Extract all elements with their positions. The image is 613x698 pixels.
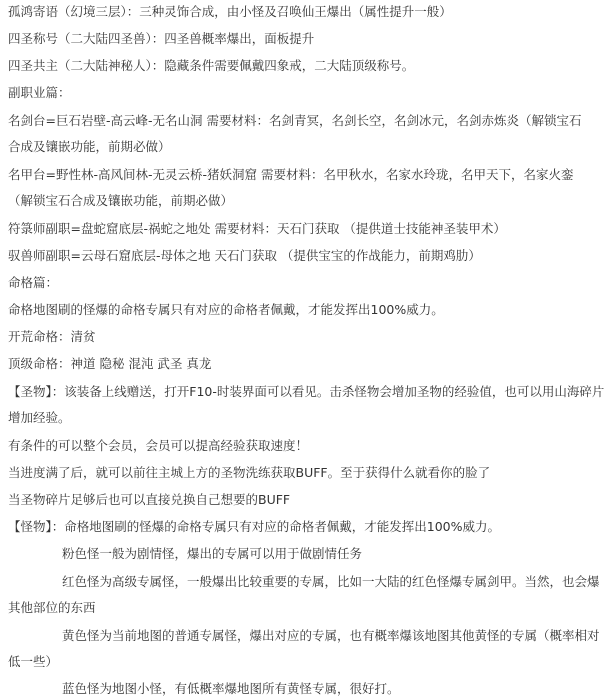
relic-description: 【圣物】：该装备上线赠送，打开F10-时装界面可以看见。击杀怪物会增加圣物的经验值，也可以用山海碎片	[8, 384, 605, 399]
section-heading-fate: 命格篇：	[8, 275, 59, 290]
title-line-guhong-jiyu: 孤鸿寄语（幻境三层）：三种灵饰合成，由小怪及召唤仙王爆出（属性提升一般）	[8, 4, 452, 19]
side-job-armor-platform-cont: （解锁宝石合成及镶嵌功能，前期必做）	[8, 193, 234, 208]
fate-top-tier: 顶级命格：神道 隐秘 混沌 武圣 真龙	[8, 356, 212, 371]
relic-membership: 有条件的可以整个会员，会员可以提高经验获取速度！	[8, 438, 309, 453]
title-line-sisheng-chenghao: 四圣称号（二大陆四圣兽）：四圣兽概率爆出，面板提升	[8, 31, 315, 46]
side-job-beast-tamer: 驭兽师副职=云母石窟底层-母体之地 天石门获取 （提供宝宝的作战能力，前期鸡肋）	[8, 248, 481, 263]
relic-shard-exchange: 当圣物碎片足够后也可以直接兑换自己想要的BUFF	[8, 492, 291, 507]
relic-description-cont: 增加经验。	[8, 410, 71, 425]
monster-blue: 蓝色怪为地图小怪，有低概率爆地图所有黄怪专属，很好打。	[62, 681, 400, 696]
monster-yellow-cont: 低一些）	[8, 654, 59, 669]
relic-buff-refine: 当进度满了后，就可以前往主城上方的圣物洗练获取BUFF。至于获得什么就看你的脸了	[8, 465, 491, 480]
fate-description: 命格地图刷的怪爆的命格专属只有对应的命格者佩戴，才能发挥出100%威力。	[8, 302, 444, 317]
side-job-sword-platform: 名剑台=巨石岩壁-高云峰-无名山洞 需要材料：名剑青冥，名剑长空，名剑冰元，名剑赤炼炎（解锁宝石	[8, 113, 582, 128]
monster-red-cont: 其他部位的东西	[8, 600, 96, 615]
monster-pink: 粉色怪一般为剧情怪，爆出的专属可以用于做剧情任务	[62, 546, 363, 561]
section-heading-side-jobs: 副职业篇：	[8, 85, 71, 100]
side-job-talisman-master: 符箓师副职=盘蛇窟底层-祸蛇之地处 需要材料：天石门获取 （提供道士技能神圣装甲术）	[8, 221, 506, 236]
monster-red: 红色怪为高级专属怪，一般爆出比较重要的专属，比如一大陆的红色怪爆专属剑甲。当然，也会爆	[62, 574, 600, 589]
side-job-sword-platform-cont: 合成及镶嵌功能，前期必做）	[8, 139, 171, 154]
monster-description: 【怪物】：命格地图刷的怪爆的命格专属只有对应的命格者佩戴，才能发挥出100%威力。	[8, 519, 500, 534]
side-job-armor-platform: 名甲台=野性林-高风间林-无灵云桥-猪妖洞窟 需要材料：名甲秋水，名家水玲珑，名甲天下，名家火銮	[8, 167, 574, 182]
fate-starter: 开荒命格：清贫	[8, 329, 96, 344]
monster-yellow: 黄色怪为当前地图的普通专属怪，爆出对应的专属，也有概率爆该地图其他黄怪的专属（概率相对	[62, 628, 600, 643]
title-line-sisheng-gongzhu: 四圣共主（二大陆神秘人）：隐藏条件需要佩戴四象戒，二大陆顶级称号。	[8, 58, 415, 73]
